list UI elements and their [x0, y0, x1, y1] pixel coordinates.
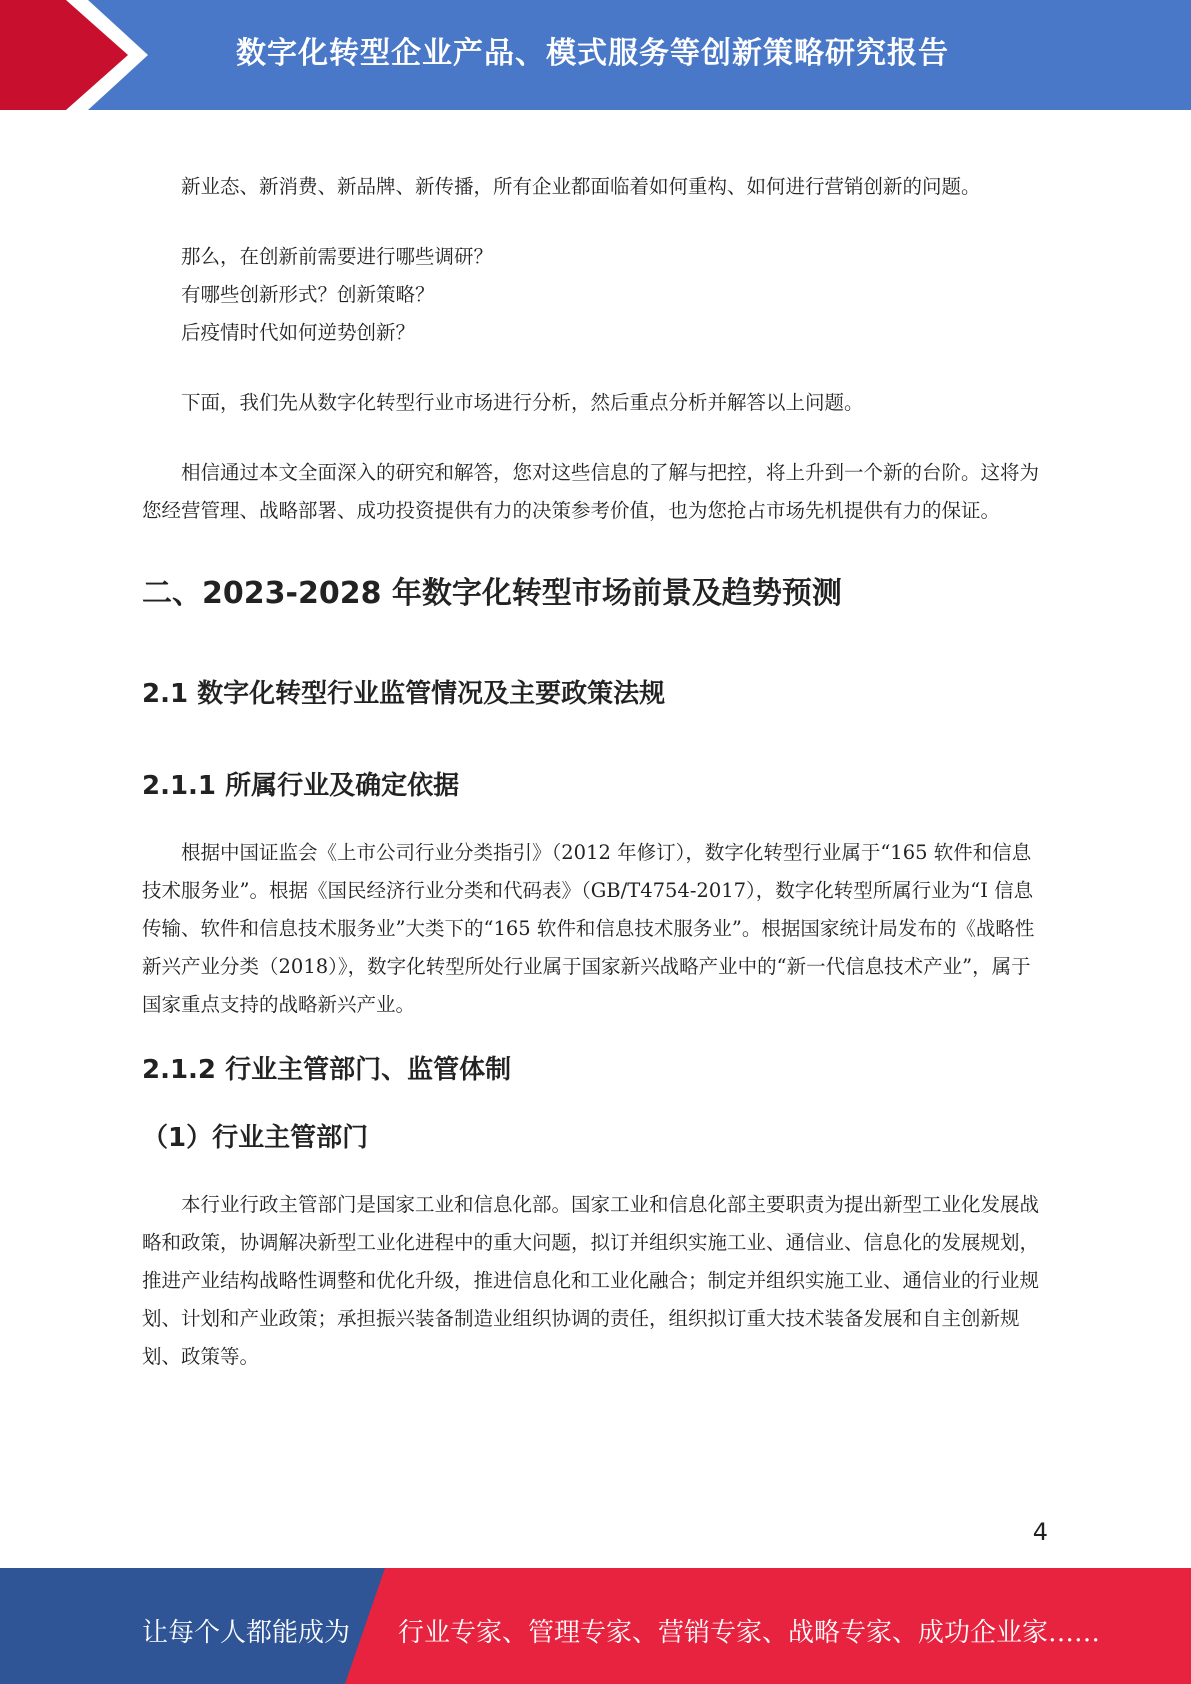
section-2-heading: 二、2023-2028 年数字化转型市场前景及趋势预测 [142, 576, 842, 611]
page-header [0, 0, 1191, 110]
intro-paragraph-3: 相信通过本文全面深入的研究和解答，您对这些信息的了解与把控，将上升到一个新的台阶。这将为您经营管理、战略部署、成功投资提供有力的决策参考价值，也为您抢占市场先机提供有力的保证。 [142, 461, 1040, 522]
subsection-1-heading: （1）行业主管部门 [142, 1123, 369, 1153]
page-footer [0, 1568, 1191, 1684]
section-2-1-1-heading: 2.1.1 所属行业及确定依据 [142, 771, 460, 801]
intro-paragraph-1: 新业态、新消费、新品牌、新传播，所有企业都面临着如何重构、如何进行营销创新的问题。 [181, 175, 981, 198]
question-1: 那么，在创新前需要进行哪些调研？ [181, 245, 494, 268]
subsection-1-paragraph: 本行业行政主管部门是国家工业和信息化部。国家工业和信息化部主要职责为提出新型工业化发展战略和政策，协调解决新型工业化进程中的重大问题，拟订并组织实施工业、通信业、信息化的发展规划，推进产业结构战略性调整和优化升级，推进信息化和工业化融合；制定并组织实施工业、通信业的行业规划、计划和产业政策；承担振兴装备制造业组织协调的责任，组织拟订重大技术装备发展和自主创新规划、政策等。 [142, 1193, 1040, 1368]
section-2-1-2-heading: 2.1.2 行业主管部门、监管体制 [142, 1055, 512, 1085]
footer-slogan-right: 行业专家、管理专家、营销专家、战略专家、成功企业家…… [398, 1618, 1101, 1648]
question-2: 有哪些创新形式？创新策略？ [181, 283, 435, 306]
section-2-1-1-paragraph: 根据中国证监会《上市公司行业分类指引》（2012 年修订），数字化转型行业属于“165 软件和信息技术服务业”。根据《国民经济行业分类和代码表》（GB/T4754-2017），数字化转型所属行业为“I 信息传输、软件和信息技术服务业”大类下的“165 软件和信息技术服务业”。根据国家统计局发布的《战略性新兴产业分类（2018）》，数字化转型所处行业属于国家新兴战略产业中的“新一代信息技术产业”，属于国家重点支持的战略新兴产业。 [142, 841, 1035, 1016]
intro-paragraph-2: 下面，我们先从数字化转型行业市场进行分析，然后重点分析并解答以上问题。 [181, 391, 864, 414]
document-body [142, 168, 1046, 1376]
section-2-1-heading: 2.1 数字化转型行业监管情况及主要政策法规 [142, 679, 666, 709]
footer-slogan-left: 让每个人都能成为 [142, 1618, 351, 1648]
header-title: 数字化转型企业产品、模式服务等创新策略研究报告 [236, 36, 949, 71]
question-3: 后疫情时代如何逆势创新？ [181, 321, 416, 344]
page-number: 4 [1032, 1518, 1048, 1546]
